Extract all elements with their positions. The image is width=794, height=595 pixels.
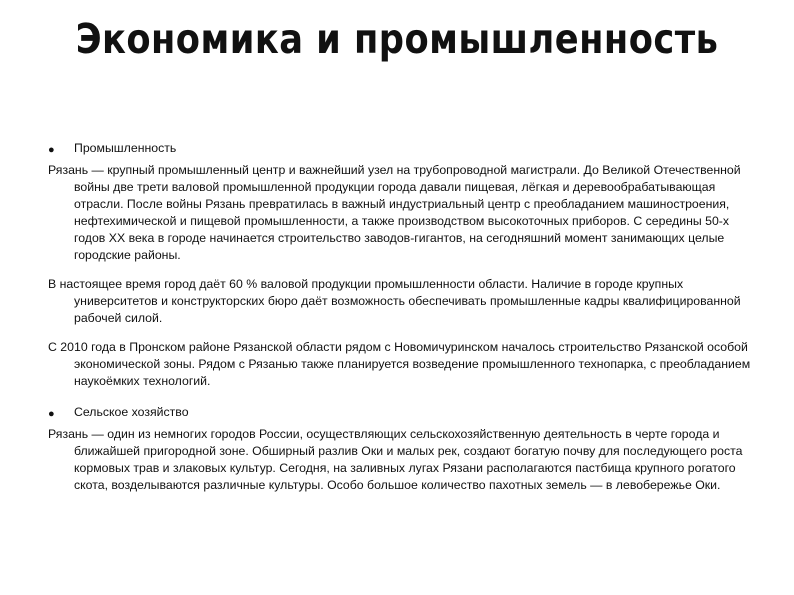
paragraph-industry-1: Рязань — крупный промышленный центр и важнейший узел на трубопроводной магистрали. До Великой Отечественной войны две трети валовой промышленной продукции города давали пищевая, лёгкая и деревообрабатывающая отрасли. После войны Рязань превратилась в важный индустриальный центр с преобладанием машиностроения, нефтехимической и пищевой промышленности, а также производством высокоточных приборов. С середины 50-х годов XX века в городе начинается строительство заводов-гигантов, на сегодняшний момент занимающих целые городские районы.	[48, 163, 741, 262]
paragraph-agriculture-1: Рязань — один из немногих городов России, осуществляющих сельскохозяйственную деятельность в черте города и ближайшей пригородной зоне. Обширный разлив Оки и малых рек, создают богатую почву для последующего роста кормовых трав и злаковых культур. Сегодня, на заливных лугах Рязани располагаются пастбища крупного рогатого скота, возделываются различные культуры. Особо большое количество пахотных земель — в левобережье Оки.	[48, 427, 743, 492]
bullet-industry	[48, 138, 760, 158]
bullet-dot-icon: ●	[48, 144, 55, 156]
bullet-label-agriculture: Сельское хозяйство	[74, 405, 189, 419]
bullet-agriculture	[48, 402, 760, 422]
paragraph-industry-2: В настоящее время город даёт 60 % валовой продукции промышленности области. Наличие в городе крупных университетов и конструкторских бюро даёт возможность обеспечивать промышленные кадры квалифицированной рабочей силой.	[48, 277, 741, 325]
bullet-dot-icon: ●	[48, 408, 55, 420]
bullet-label-industry: Промышленность	[74, 141, 177, 155]
paragraph-industry-3: С 2010 года в Пронском районе Рязанской области рядом с Новомичуринском началось строительство Рязанской особой экономической зоны. Рядом с Рязанью также планируется возведение промышленного технопарка, с преобладанием наукоёмких технологий.	[48, 340, 751, 388]
page-title: Экономика и промышленность	[75, 15, 719, 63]
slide-body	[48, 138, 760, 494]
